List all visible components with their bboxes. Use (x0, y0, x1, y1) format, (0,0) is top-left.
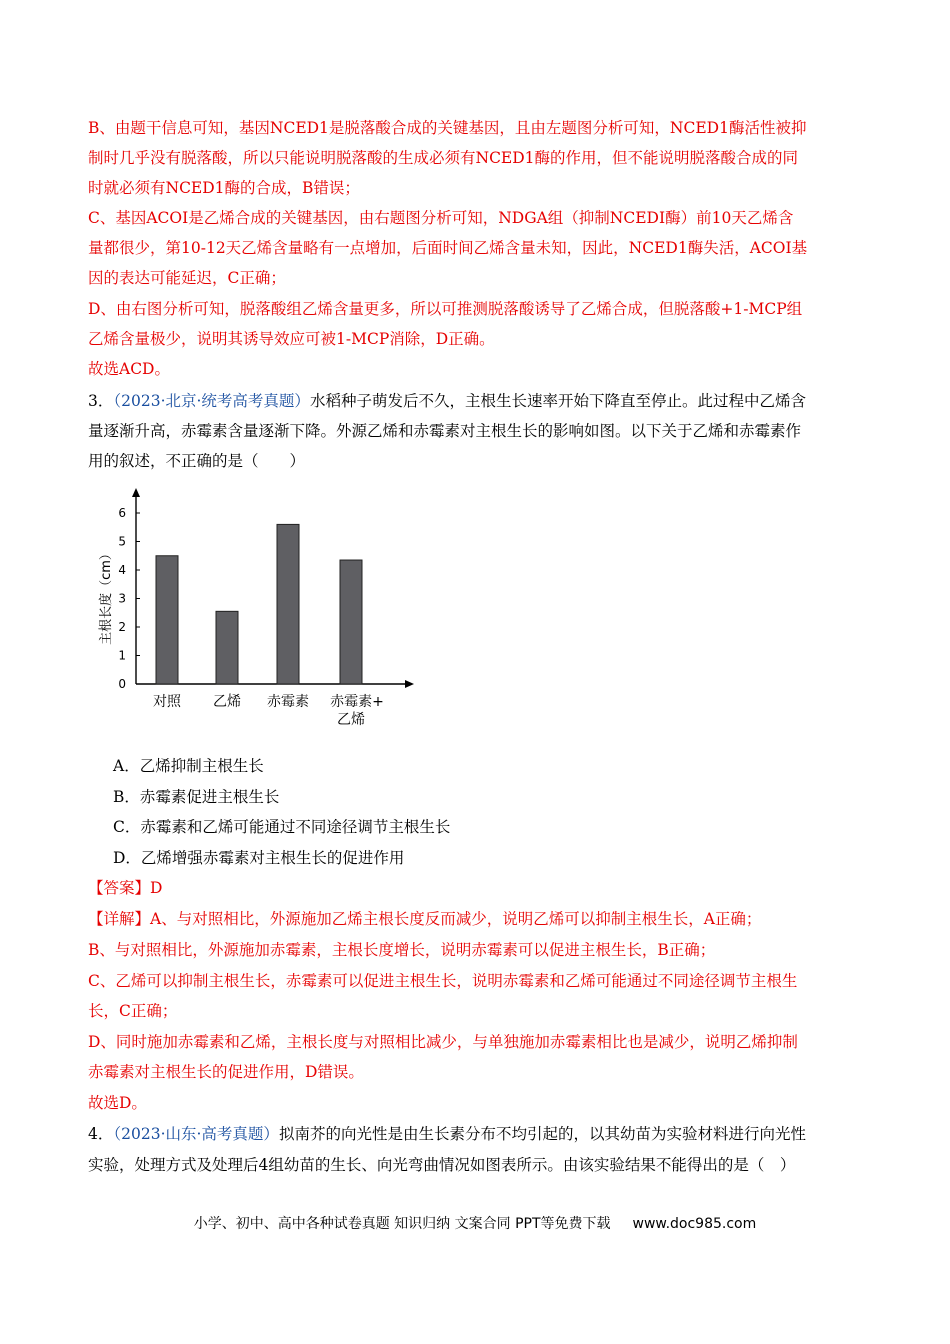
x-tick-label: 乙烯 (213, 694, 241, 710)
y-tick-label: 6 (118, 506, 126, 520)
explanation-b-line-1: B、由题干信息可知，基因NCED1是脱落酸合成的关键基因，且由左题图分析可知，NCED1酶活性被抑 (88, 119, 807, 137)
answer-tag: 【答案】 (88, 879, 151, 897)
explanation-d-line-2: 乙烯含量极少，说明其诱导效应可被1-MCP消除，D正确。 (88, 330, 495, 348)
y-tick-label: 2 (118, 620, 126, 634)
y-axis-arrow (132, 488, 140, 497)
answer-value: D (150, 879, 163, 897)
bar (156, 556, 178, 684)
question-3-stem-text: 水稻种子萌发后不久，主根生长速率开始下降直至停止。此过程中乙烯含 (309, 392, 806, 410)
question-3-option-a: A．乙烯抑制主根生长 (113, 757, 264, 775)
question-4-stem-line-1 (88, 1124, 806, 1144)
explanation-b-line-2: 制时几乎没有脱落酸，所以只能说明脱落酸的生成必须有NCED1酶的作用，但不能说明脱落酸合成的同 (88, 149, 799, 167)
y-tick-label: 3 (118, 591, 126, 606)
question-3-detail-line-1 (88, 909, 761, 929)
question-3-detail-line-3: C、乙烯可以抑制主根生长，赤霉素可以促进主根生长，说明赤霉素和乙烯可能通过不同途径调节主根生 (88, 972, 798, 990)
question-3-detail-line-2: B、与对照相比，外源施加赤霉素，主根长度增长，说明赤霉素可以促进主根生长，B正确； (88, 941, 716, 959)
question-3-stem-line-1 (88, 391, 806, 411)
question-3-option-d: D．乙烯增强赤霉素对主根生长的促进作用 (113, 849, 405, 867)
bar (340, 560, 362, 684)
detail-a-text: A、与对照相比，外源施加乙烯主根长度反而减少，说明乙烯可以抑制主根生长，A正确； (150, 910, 762, 928)
y-tick-label: 1 (118, 648, 126, 663)
x-tick-label: 赤霉素 (267, 694, 309, 710)
question-3-stem-line-2: 量逐渐升高，赤霉素含量逐渐下降。外源乙烯和赤霉素对主根生长的影响如图。以下关于乙烯和赤霉素作 (88, 422, 802, 440)
y-axis-label: 主根长度（cm） (99, 547, 114, 645)
question-3-detail-line-4: 长，C正确； (88, 1002, 178, 1020)
question-3-source: （2023·北京·统考高考真题） (113, 392, 310, 410)
question-4-source: （2023·山东·高考真题） (113, 1125, 279, 1143)
question-4-number: 4． (88, 1125, 114, 1143)
question-4-stem-text: 拟南芥的向光性是由生长素分布不均引起的，以其幼苗为实验材料进行向光性 (278, 1125, 806, 1143)
question-3-number: 3． (88, 392, 114, 410)
x-tick-label: 赤霉素+ (330, 694, 384, 710)
question-3-choice: 故选D。 (88, 1094, 147, 1112)
root-length-bar-chart (96, 482, 426, 732)
explanation-d-line-1: D、由右图分析可知，脱落酸组乙烯含量更多，所以可推测脱落酸诱导了乙烯合成，但脱落酸+1-MCP组 (88, 300, 803, 318)
y-tick-label: 4 (118, 563, 126, 577)
question-3-option-c: C．赤霉素和乙烯可能通过不同途径调节主根生长 (113, 818, 451, 836)
y-tick-label: 0 (118, 677, 126, 691)
question-4-stem-line-2: 实验，处理方式及处理后4组幼苗的生长、向光弯曲情况如图表所示。由该实验结果不能得出的是（ ） (88, 1156, 796, 1174)
detail-tag: 【详解】 (88, 910, 151, 928)
question-3-detail-line-6: 赤霉素对主根生长的促进作用，D错误。 (88, 1063, 364, 1081)
footer-url[interactable]: www.doc985.com (632, 1216, 757, 1232)
page-footer (0, 1213, 950, 1233)
x-tick-label: 对照 (153, 694, 181, 710)
x-tick-label: 乙烯 (337, 712, 365, 728)
question-3-option-b: B．赤霉素促进主根生长 (113, 788, 280, 806)
bar (216, 611, 238, 684)
explanation-c-line-2: 量都很少，第10-12天乙烯含量略有一点增加，后面时间乙烯含量未知，因此，NCED1酶失活，ACOI基 (88, 239, 808, 257)
explanation-choice: 故选ACD。 (88, 360, 170, 378)
question-3-detail-line-5: D、同时施加赤霉素和乙烯，主根长度与对照相比减少，与单独施加赤霉素相比也是减少，说明乙烯抑制 (88, 1033, 798, 1051)
question-3-stem-line-3: 用的叙述，不正确的是（ ） (88, 452, 306, 470)
explanation-b-line-3: 时就必须有NCED1酶的合成，B错误； (88, 179, 360, 197)
question-3-answer (88, 878, 162, 898)
x-axis-arrow (405, 680, 414, 688)
y-tick-label: 5 (118, 534, 126, 549)
explanation-c-line-3: 因的表达可能延迟，C正确； (88, 269, 286, 287)
footer-text: 小学、初中、高中各种试卷真题 知识归纳 文案合同 PPT等免费下载 (193, 1216, 611, 1232)
bar (277, 524, 299, 684)
explanation-c-line-1: C、基因ACOI是乙烯合成的关键基因，由右题图分析可知，NDGA组（抑制NCEDI酶）前10天乙烯含 (88, 209, 794, 227)
